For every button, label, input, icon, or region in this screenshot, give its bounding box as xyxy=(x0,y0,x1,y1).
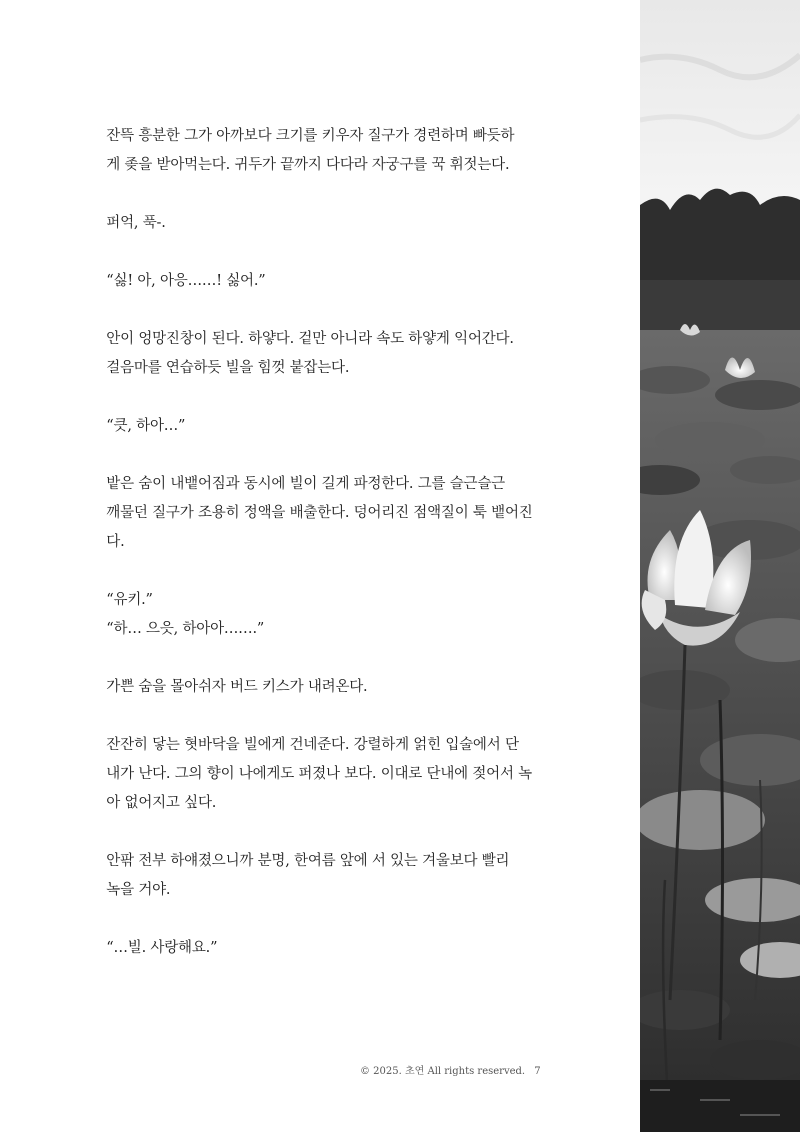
text-line: 잔잔히 닿는 혓바닥을 빌에게 건네준다. 강렬하게 얽힌 입술에서 단 xyxy=(106,737,519,753)
text-line: 가쁜 숨을 몰아쉬자 버드 키스가 내려온다. xyxy=(106,679,368,695)
paragraph-12 xyxy=(86,934,566,963)
text-line: 게 좆을 받아먹는다. 귀두가 끝까지 다다라 자궁구를 꾹 휘젓는다. xyxy=(106,157,510,173)
text-line: 밭은 숨이 내뱉어짐과 동시에 빌이 길게 파정한다. 그를 슬근슬근 xyxy=(106,476,505,492)
paragraph-5 xyxy=(86,412,566,441)
body-text xyxy=(86,122,566,992)
paragraph-10 xyxy=(86,731,566,818)
text-line: 걸음마를 연습하듯 빌을 힘껏 붙잡는다. xyxy=(106,360,350,376)
text-line: “싫! 아, 아응……! 싫어.” xyxy=(106,273,266,289)
page-footer xyxy=(360,1062,560,1077)
text-line: 내가 난다. 그의 향이 나에게도 퍼졌나 보다. 이대로 단내에 젖어서 녹 xyxy=(106,766,532,782)
text-line: 잔뜩 흥분한 그가 아까보다 크기를 키우자 질구가 경련하며 빠듯하 xyxy=(106,128,515,144)
paragraph-9 xyxy=(86,673,566,702)
text-line: 퍼억, 푹-. xyxy=(106,215,166,231)
text-line: 아 없어지고 싶다. xyxy=(106,795,217,811)
text-line: 녹을 거야. xyxy=(106,882,171,898)
text-line: 안팎 전부 하얘졌으니까 분명, 한여름 앞에 서 있는 겨울보다 빨리 xyxy=(106,853,510,869)
text-line: “…빌. 사랑해요.” xyxy=(106,940,218,956)
paragraph-11 xyxy=(86,847,566,905)
paragraph-4 xyxy=(86,325,566,383)
paragraph-1 xyxy=(86,122,566,180)
text-line: 다. xyxy=(106,534,125,550)
text-line: “큿, 하아…” xyxy=(106,418,186,434)
text-line: 깨물던 질구가 조용히 정액을 배출한다. 덩어리진 점액질이 툭 뱉어진 xyxy=(106,505,533,521)
text-line: “유키.” xyxy=(106,592,153,608)
lotus-pond-illustration xyxy=(640,0,800,1132)
paragraph-6 xyxy=(86,470,566,557)
paragraph-7 xyxy=(86,586,566,615)
paragraph-8 xyxy=(86,615,566,644)
copyright-text: © 2025. 초연 All rights reserved. xyxy=(360,1066,526,1077)
paragraph-3 xyxy=(86,267,566,296)
paragraph-2 xyxy=(86,209,566,238)
text-line: “하… 으읏, 하아아…….” xyxy=(106,621,265,637)
text-line: 안이 엉망진창이 된다. 하얗다. 겉만 아니라 속도 하얗게 익어간다. xyxy=(106,331,514,347)
page-number: 7 xyxy=(534,1066,541,1077)
